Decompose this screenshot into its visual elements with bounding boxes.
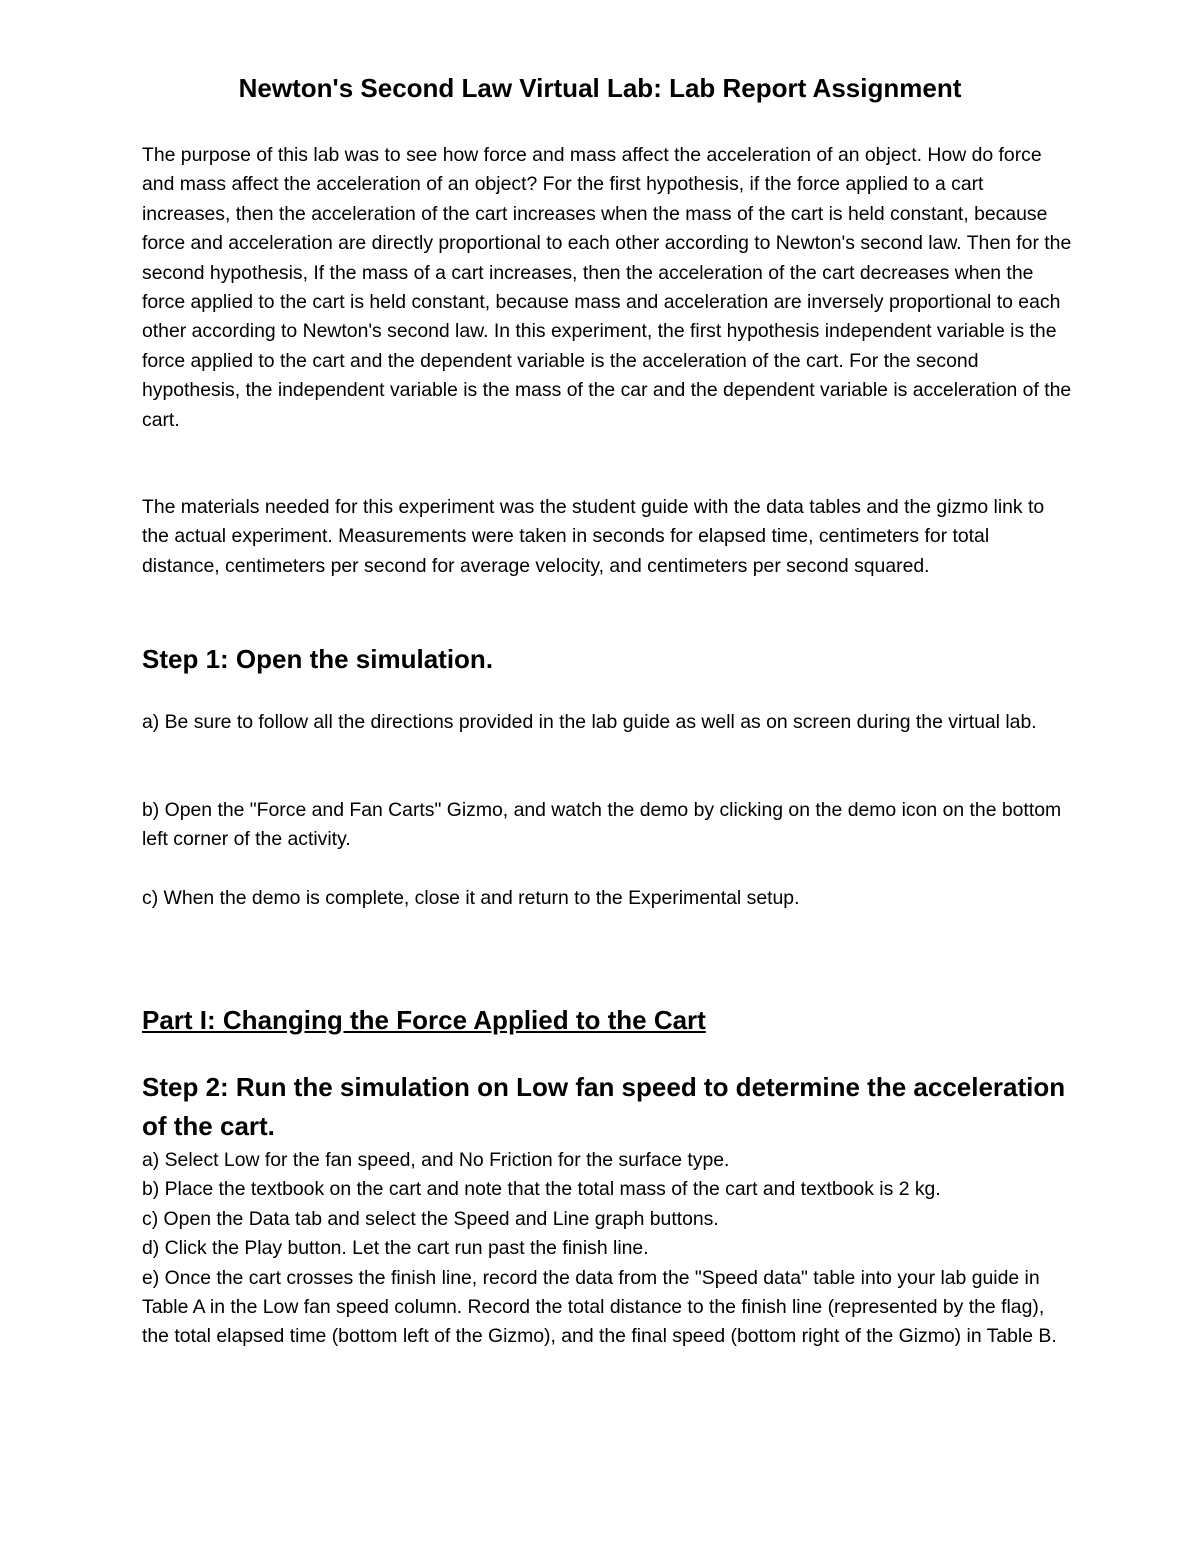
step2-item-e: e) Once the cart crosses the finish line, record the data from the "Speed data" table into your lab guide in Table A in the Low fan speed column. Record the total distance to the finish line (represented by the flag), the total elapsed time (bottom left of the Gizmo), and the final speed (bottom right of the Gizmo) in Table B. <box>142 1266 1057 1348</box>
step2-item-b: b) Place the textbook on the cart and note that the total mass of the cart and textbook is 2 kg. <box>142 1178 941 1201</box>
step2-item-a: a) Select Low for the fan speed, and No Friction for the surface type. <box>142 1149 730 1171</box>
materials-paragraph: The materials needed for this experiment was the student guide with the data tables and the gizmo link to the actual experiment. Measurements were taken in seconds for elapsed time, centimeters for total distance, centimeters per second for average velocity, and centimeters per second squared. <box>142 496 1045 577</box>
page-title: Newton's Second Law Virtual Lab: Lab Report Assignment <box>238 73 962 103</box>
step2-heading: Step 2: Run the simulation on Low fan speed to determine the acceleration of the cart. <box>142 1072 1066 1141</box>
step1-item-a: a) Be sure to follow all the directions provided in the lab guide as well as on screen during the virtual lab. <box>142 711 1037 733</box>
intro-paragraph: The purpose of this lab was to see how force and mass affect the acceleration of an object. How do force and mass affect the acceleration of an object? For the first hypothesis, if the force applied to a cart increases, then the acceleration of the cart increases when the mass of the cart is held constant, because force and acceleration are directly proportional to each other according to Newton's second law. Then for the second hypothesis, If the mass of a cart increases, then the acceleration of the cart decreases when the force applied to the cart is held constant, because mass and acceleration are inversely proportional to each other according to Newton's second law. In this experiment, the first hypothesis independent variable is the force applied to the cart and the dependent variable is the acceleration of the cart. For the second hypothesis, the independent variable is the mass of the car and the dependent variable is acceleration of the cart. <box>142 144 1072 431</box>
step1-heading: Step 1: Open the simulation. <box>142 644 494 674</box>
step2-item-c: c) Open the Data tab and select the Speed and Line graph buttons. <box>142 1207 719 1230</box>
part1-heading: Part I: Changing the Force Applied to the Cart <box>142 1005 706 1035</box>
step2-item-d: d) Click the Play button. Let the cart run past the finish line. <box>142 1237 649 1260</box>
step1-item-b: b) Open the "Force and Fan Carts" Gizmo, and watch the demo by clicking on the demo icon on the bottom left corner of the activity. <box>142 799 1062 851</box>
step2-list <box>142 1146 1072 1352</box>
step1-item-c: c) When the demo is complete, close it and return to the Experimental setup. <box>142 887 800 909</box>
